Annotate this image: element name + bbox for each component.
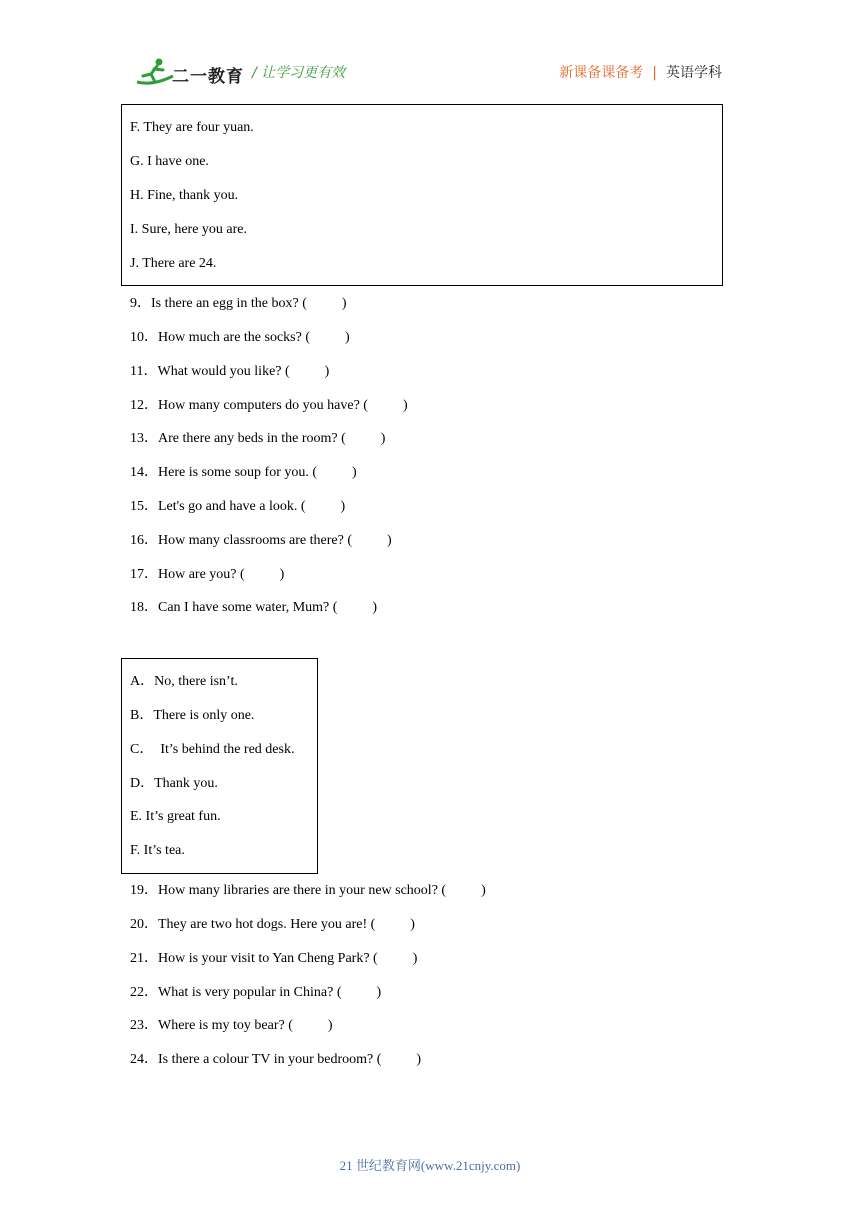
question-item: 20．They are two hot dogs. Here you are! ( ) [130,917,415,932]
question-item: 23．Where is my toy bear? ( ) [130,1018,333,1033]
question-item: 14．Here is some soup for you. ( ) [130,465,357,480]
option-item: F. They are four yuan. [130,120,254,135]
logo-text: 二一教育 [172,67,244,87]
option-item: I. Sure, here you are. [130,222,248,237]
option-item: A．No, there isn’t. [130,674,238,689]
option-item: H. Fine, thank you. [130,188,239,203]
header-separator: | [652,65,657,81]
question-item: 22．What is very popular in China? ( ) [130,985,382,1000]
question-item: 15．Let's go and have a look. ( ) [130,499,346,514]
header-right [559,62,722,82]
page-header [0,0,860,100]
question-item: 9．Is there an egg in the box? ( ) [130,296,347,311]
question-item: 13．Are there any beds in the room? ( ) [130,431,386,446]
question-item: 12．How many computers do you have? ( ) [130,398,408,413]
question-item: 17．How are you? ( ) [130,567,285,582]
question-item: 19．How many libraries are there in your new school? ( ) [130,883,486,898]
question-item: 21．How is your visit to Yan Cheng Park? ( ) [130,951,418,966]
answer-options-box-2 [121,658,318,874]
option-item: E. It’s great fun. [130,809,221,824]
question-item: 10．How much are the socks? ( ) [130,330,350,345]
option-item: F. It’s tea. [130,843,185,858]
option-item: J. There are 24. [130,256,217,271]
header-subject: 英语学科 [666,65,722,81]
header-slogan: / 让学习更有效 [252,65,346,81]
option-item: B．There is only one. [130,708,255,723]
header-course-label: 新课备课备考 [559,65,644,81]
question-item: 11．What would you like? ( ) [130,364,330,379]
option-item: G. I have one. [130,154,209,169]
question-item: 24．Is there a colour TV in your bedroom? ( ) [130,1052,422,1067]
question-item: 16．How many classrooms are there? ( ) [130,533,392,548]
page-footer: 21 世纪教育网(www.21cnjy.com) [339,1158,521,1173]
option-item: D．Thank you. [130,776,218,791]
question-item: 18．Can I have some water, Mum? ( ) [130,600,378,615]
option-item: C． It’s behind the red desk. [130,742,295,757]
